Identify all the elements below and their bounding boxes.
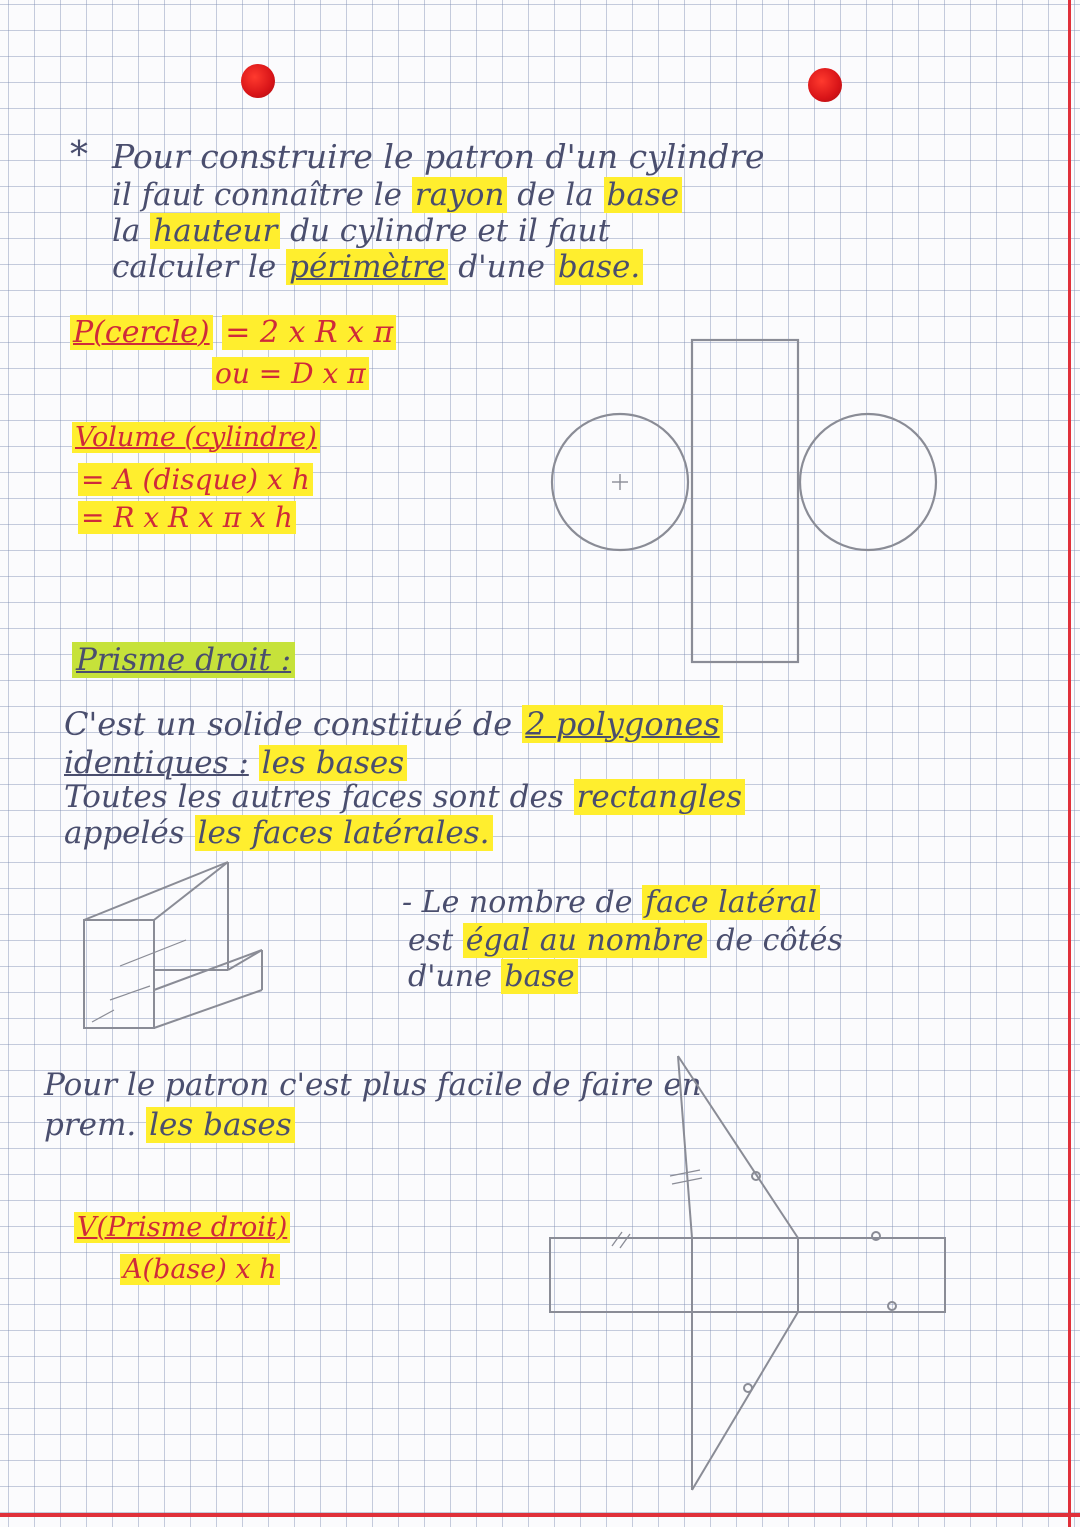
cylinder-net-base-circle-right bbox=[800, 414, 936, 550]
highlight-hauteur: hauteur bbox=[150, 213, 280, 249]
highlight-base-3: base bbox=[501, 959, 577, 994]
highlight-2-polygones: 2 polygones bbox=[522, 705, 722, 743]
perimeter-label: P(cercle) bbox=[70, 315, 213, 350]
patron-line-2: prem. les bases bbox=[44, 1110, 295, 1141]
volume-cylinder-label: Volume (cylindre) bbox=[72, 424, 320, 451]
highlight-face-lateral: face latéral bbox=[642, 885, 820, 920]
highlight-base-2: base. bbox=[555, 249, 643, 285]
prism-def-line-1: C'est un solide constitué de 2 polygones bbox=[64, 708, 723, 740]
patron-line-1: Pour le patron c'est plus facile de faire en bbox=[44, 1067, 702, 1103]
prism-net-drawing bbox=[550, 1056, 945, 1490]
cylinder-line-3: la hauteur du cylindre et il faut bbox=[112, 213, 611, 249]
l-prism-3d-sketch bbox=[84, 862, 262, 1028]
prism-def-line-3: Toutes les autres faces sont des rectangles bbox=[64, 782, 745, 813]
perimeter-eq-1: = 2 x R x π bbox=[222, 315, 396, 350]
volume-prism-label: V(Prisme droit) bbox=[74, 1214, 290, 1241]
highlight-base: base bbox=[604, 177, 683, 213]
prism-def-line-2: identiques : les bases bbox=[64, 748, 407, 779]
volume-cylinder-line-2: = R x R x π x h bbox=[78, 504, 296, 532]
highlight-egal-au-nombre: égal au nombre bbox=[463, 923, 707, 958]
highlight-rectangles: rectangles bbox=[574, 779, 745, 815]
highlight-perimetre: périmètre bbox=[286, 249, 448, 285]
prism-note-line-1: - Le nombre de face latéral bbox=[402, 888, 820, 918]
cylinder-net-drawing bbox=[552, 340, 936, 662]
prism-def-line-4: appelés les faces latérales. bbox=[64, 818, 493, 849]
volume-prism-line: A(base) x h bbox=[120, 1256, 280, 1283]
prism-note-line-3: d'une base bbox=[408, 962, 578, 992]
bullet-marker: * bbox=[70, 135, 88, 176]
prism-note-line-2: est égal au nombre de côtés bbox=[408, 923, 843, 958]
volume-cylinder-line-1: = A (disque) x h bbox=[78, 466, 313, 494]
highlight-faces-laterales: les faces latérales. bbox=[195, 815, 493, 851]
highlight-les-bases-2: les bases bbox=[146, 1107, 295, 1143]
cylinder-line-4: calculer le périmètre d'une base. bbox=[112, 252, 643, 283]
highlight-les-bases: les bases bbox=[259, 745, 408, 781]
cylinder-line-1: Pour construire le patron d'un cylindre bbox=[112, 137, 765, 176]
cylinder-net-rectangle bbox=[692, 340, 798, 662]
prism-title: Prisme droit : bbox=[72, 645, 295, 676]
perimeter-eq-2: ou = D x π bbox=[212, 360, 369, 388]
cylinder-line-2: il faut connaître le rayon de la base bbox=[112, 180, 682, 211]
highlight-rayon: rayon bbox=[412, 177, 507, 213]
